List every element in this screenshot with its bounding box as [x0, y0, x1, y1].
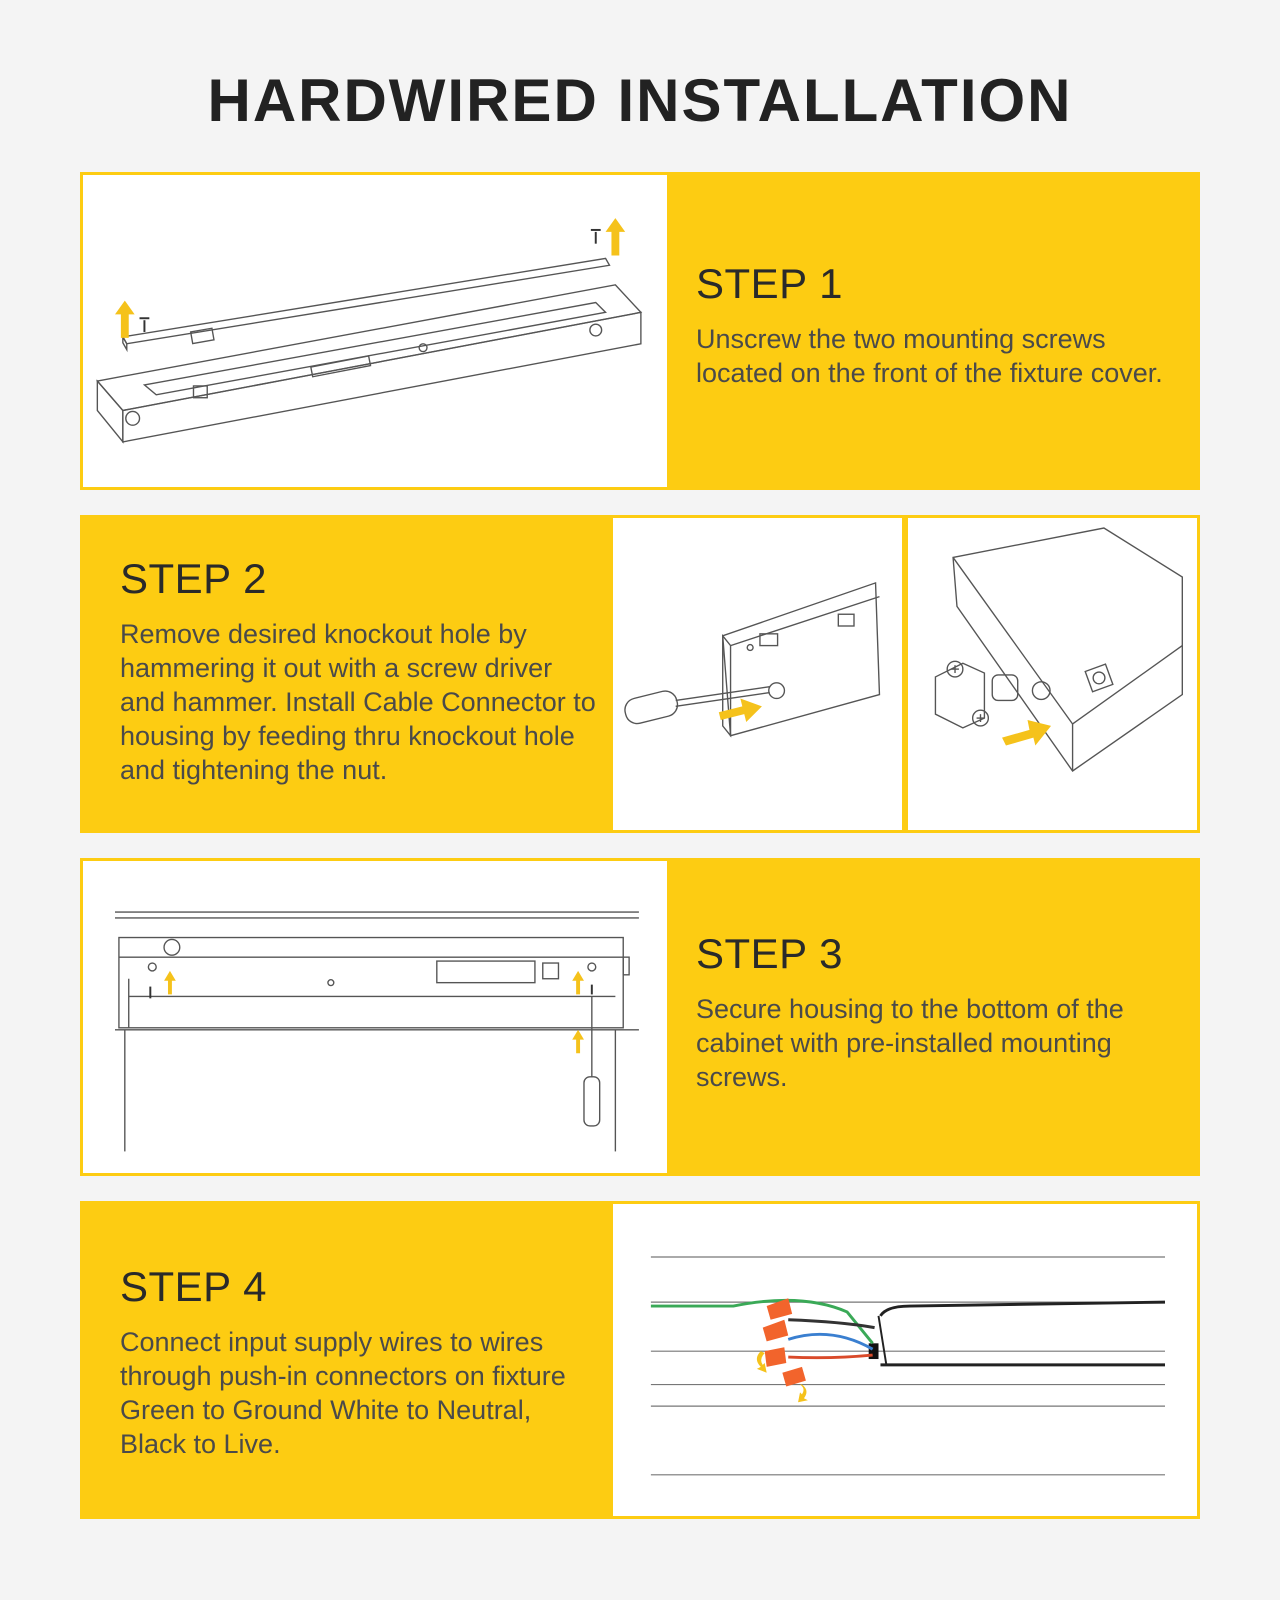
page-title: HARDWIRED INSTALLATION	[207, 67, 1073, 134]
step-1-text	[696, 260, 1186, 390]
step-4-illustration	[610, 1201, 1200, 1519]
step-2-text	[120, 555, 600, 787]
step-4-text	[120, 1263, 600, 1461]
step-1-panel	[80, 172, 1200, 490]
step-4-panel	[80, 1201, 1200, 1519]
cable-connector-install-drawing	[908, 518, 1197, 830]
step-2-title: STEP 2	[120, 555, 267, 602]
step-2-illustration-connector	[905, 515, 1200, 833]
fixture-cover-removal-drawing	[83, 175, 667, 487]
push-in-connector-icon	[763, 1298, 806, 1386]
arrow-icon	[1002, 720, 1051, 745]
step-1-illustration	[80, 172, 670, 490]
wire-connection-drawing	[613, 1204, 1197, 1516]
step-3-illustration	[80, 858, 670, 1176]
step-3-title: STEP 3	[696, 930, 843, 977]
step-2-panel	[80, 515, 1200, 833]
step-4-title: STEP 4	[120, 1263, 267, 1310]
step-2-illustration-knockout	[610, 515, 905, 833]
step-2-description: Remove desired knockout hole by hammering it out with a screw driver and hammer. Install Cable Connector to housing by feeding thru knockout hole and tightening the nut.	[120, 619, 596, 785]
step-1-description: Unscrew the two mounting screws located on the front of the fixture cover.	[696, 324, 1163, 388]
step-3-text	[696, 930, 1166, 1094]
arrow-icon	[719, 698, 762, 722]
knockout-hammering-drawing	[613, 518, 902, 830]
step-3-description: Secure housing to the bottom of the cabinet with pre-installed mounting screws.	[696, 994, 1124, 1092]
step-1-title: STEP 1	[696, 260, 843, 307]
cabinet-mounting-drawing	[83, 861, 667, 1173]
arrow-icon	[115, 218, 625, 338]
step-4-description: Connect input supply wires to wires through push-in connectors on fixture Green to Ground White to Neutral, Black to Live.	[120, 1327, 566, 1459]
step-3-panel	[80, 858, 1200, 1176]
